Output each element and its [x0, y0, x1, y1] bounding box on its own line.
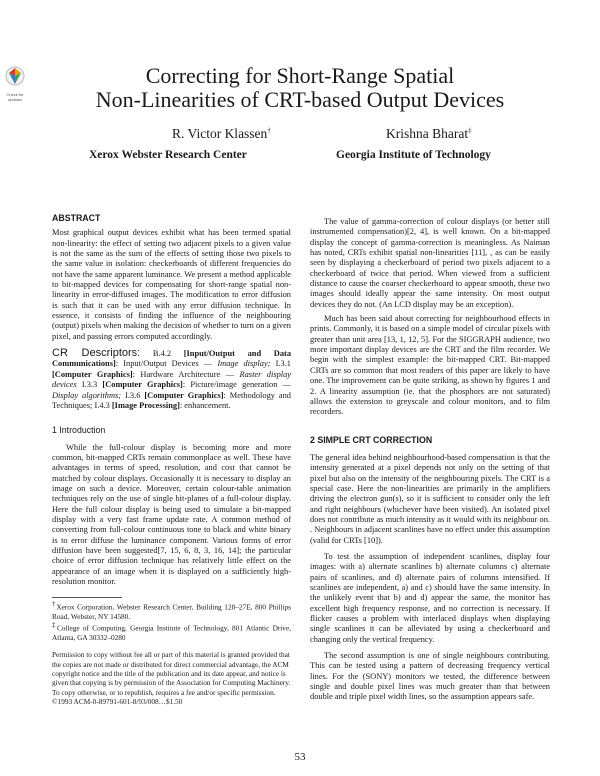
left-column [52, 213, 291, 706]
author-name: Krishna Bharat [386, 126, 469, 141]
cr-part: I.3.3 [76, 380, 103, 390]
abstract-heading: ABSTRACT [52, 213, 101, 223]
affiliation-xerox: Xerox Webster Research Center [89, 149, 247, 161]
cr-part: [Input/Output and Data Communications] [52, 349, 292, 369]
cr-part: : Input/Output Devices — [115, 359, 218, 369]
footnotes [52, 600, 291, 642]
cr-part: Display algorithms; [52, 390, 122, 400]
crossmark-icon [5, 66, 25, 88]
affiliation-georgia-tech: Georgia Institute of Technology [336, 149, 491, 161]
cr-part: : Picture/image generation — [182, 380, 292, 390]
gamma-paragraph: The value of gamma-correction of colour displays (or better still instrumented compensation)[2, 4], is well known. On a bit-mapped display the concept of gamma-correction is meaningless. As Naiman has noted, CRTs exhibit spatial non-linearities [11], , as can be easily seen by displaying a checkerboard of period two pixels adjacent to a checkerboard of twice that period. When viewed from a sufficient distance to cause the coarser checkerboard to appear smooth, these two images should ideally appear the same intensity. On most output devices they do not. (An LCD display may be an exception). [310, 217, 550, 309]
paper-title [60, 64, 540, 112]
check-for-updates-logo[interactable] [5, 66, 25, 100]
page-number: 53 [294, 751, 306, 763]
cr-part: B.4.2 [140, 349, 184, 359]
intro-heading: 1 Introduction [52, 425, 106, 436]
footnote-mark: † [52, 600, 57, 609]
neighbourhood-paragraph: Much has been said about correcting for neighbourhood effects in prints. Commonly, it is based on a simple model of circular pixels with greater than unit area [13, 1, 12, 5]. For the SIGGRAPH audience, two more important display devices are the CRT and the film recorder. We begin with the simplest example: the bit-mapped CRT. Bit-mapped CRTs are so common that most readers of this paper are likely to have one. The improvement can be quite striking, as shown by figures 1 and 2. A linearity assumption (ie. that the phosphors are not saturated) allows the extension to greyscale and colour monitors, and to film recorders. [310, 314, 550, 417]
cr-part: [Computer Graphics] [102, 380, 183, 390]
intro-text: While the full-colour display is becoming more and more common, bit-mapped CRTs remain commonplace as well. These have advantages in terms of speed, resolution, and cost that cannot be matched by colour displays. Occasionally it is necessary to display an image on such a device. Moreover, certain colour-table animation techniques rely on the use of single bit-planes of a full-colour display. Here the full colour display is being used to simulate a bit-mapped display with a very fast frame update rate. A common method of converting from full-colour continuous tone to black and white binary is to error diffuse the luminance component. Various forms of error diffusion have been suggested[7, 15, 6, 8, 3, 16, 14]; the particular choice of error diffusion technique has relatively little effect on the appearance of an image when it is displayed on a sufficiently high-resolution monitor. [52, 442, 291, 586]
author-mark: † [267, 126, 271, 135]
cr-part: I.3.1 [270, 359, 291, 369]
abstract-text: Most graphical output devices exhibit what has been termed spatial non-linearity: the effect of setting two adjacent pixels to a given value is not the same as the sum of the effects of setting those two pixels to the same value in isolation: checkerboards of different frequencies do not have the same apparent luminance. We present a method applicable to bit-mapped devices for compensating for short-range spatial non-linearity in error-diffused images. The modification to error diffusion is such that it can be used with any error diffusion technique. In essence, it consists of finding the influence of the neighbouring (output) pixels when making the decision of whether to turn on a given pixel, and passing errors computed accordingly. [52, 228, 291, 341]
cr-part: : Methodology and Techniques; I.4.3 [52, 390, 291, 410]
permission-text: Permission to copy without fee all or part of this material is granted provided that the copies are not made or distributed for direct commercial advantage, the ACM copyright notice and the title of the publication and its date appear, and notice is given that copying is by permission of the Association for Computing Machinery. To copy otherwise, or to republish, requires a fee and/or specific permission. [52, 650, 291, 697]
cr-part: : enhancement. [179, 400, 231, 410]
author-bharat [386, 126, 472, 142]
cr-part: : Hardware Architecture — [132, 369, 240, 379]
logo-line-2: updates [7, 96, 23, 102]
cr-part: [Image Processing] [111, 400, 180, 410]
author-mark: ‡ [468, 126, 472, 135]
footnote-rule [52, 597, 122, 598]
scanline-test-paragraph: To test the assumption of independent scanlines, display four images: with a) alternate scanlines b) alternate columns c) alternate pairs of scanlines, and d) alternate pairs of columns intensified. If scanlines are independent, a) and c) should have the same intensity. In the unlikely event that b) and d) appear the same, the monitor has excellent high frequency response, and no correction is necessary. If flicker causes a problem with interlaced displays when displaying single scanlines it can be alleviated by using a checkerboard and changing only the vertical frequency. [310, 551, 550, 644]
copyright-text: ©1993 ACM-0-89791-601-8/93/008…$1.50 [52, 696, 183, 706]
cr-part: I.3.6 [121, 390, 145, 400]
cr-part: Raster display devices [52, 369, 291, 390]
footnote-mark: ‡ [52, 621, 57, 630]
cr-part: Image display; [217, 359, 271, 369]
footnote-georgia: College of Computing, Georgia Institute of Technology, 801 Atlantic Drive, Atlanta, GA 30332–0280 [52, 623, 292, 643]
title-line-2: Non-Linearities of CRT-based Output Devices [95, 87, 505, 112]
permission-notice [52, 650, 291, 706]
cr-part: [Computer Graphics] [52, 369, 133, 379]
simple-crt-paragraph: The general idea behind neighbourhood-based compensation is that the intensity generated at a pixel depends not only on the setting of that pixel but also on the intensity of the neighbouring pixels. The CRT is a special case. Here the non-linearities are primarily in the amplifiers driving the electron gun(s), so it is sufficient to consider only the left and right neighbours (whichever have been visited). An isolated pixel does not contribute as much intensity as it would with its neighbour on. . Neighbours in adjacent scanlines have no effect under this assumption (valid for CRTs [10]). [310, 452, 550, 545]
single-neighbour-paragraph: The second assumption is one of single neighbours contributing. This can be tested using a pattern of decreasing frequency vertical lines. For the (SONY) monitors we tested, the difference between single and double pixel lines was much greater than that between double and triple pixel width lines, so the assumption appears safe. [310, 651, 550, 702]
logo-line-1: Check for [6, 92, 24, 97]
footnote-xerox: Xerox Corporation, Webster Research Center, Building 128–27E, 800 Phillips Road, Webster, NY 14580. [52, 602, 291, 622]
cr-part: [Computer Graphics] [144, 390, 224, 400]
author-name: R. Victor Klassen [172, 126, 268, 141]
right-column [310, 217, 550, 703]
title-line-1: Correcting for Short-Range Spatial [145, 63, 455, 88]
author-klassen [172, 126, 271, 142]
cr-label: CR Descriptors: [52, 347, 141, 360]
cr-descriptors [52, 348, 291, 411]
section-2-heading: 2 SIMPLE CRT CORRECTION [310, 434, 433, 445]
